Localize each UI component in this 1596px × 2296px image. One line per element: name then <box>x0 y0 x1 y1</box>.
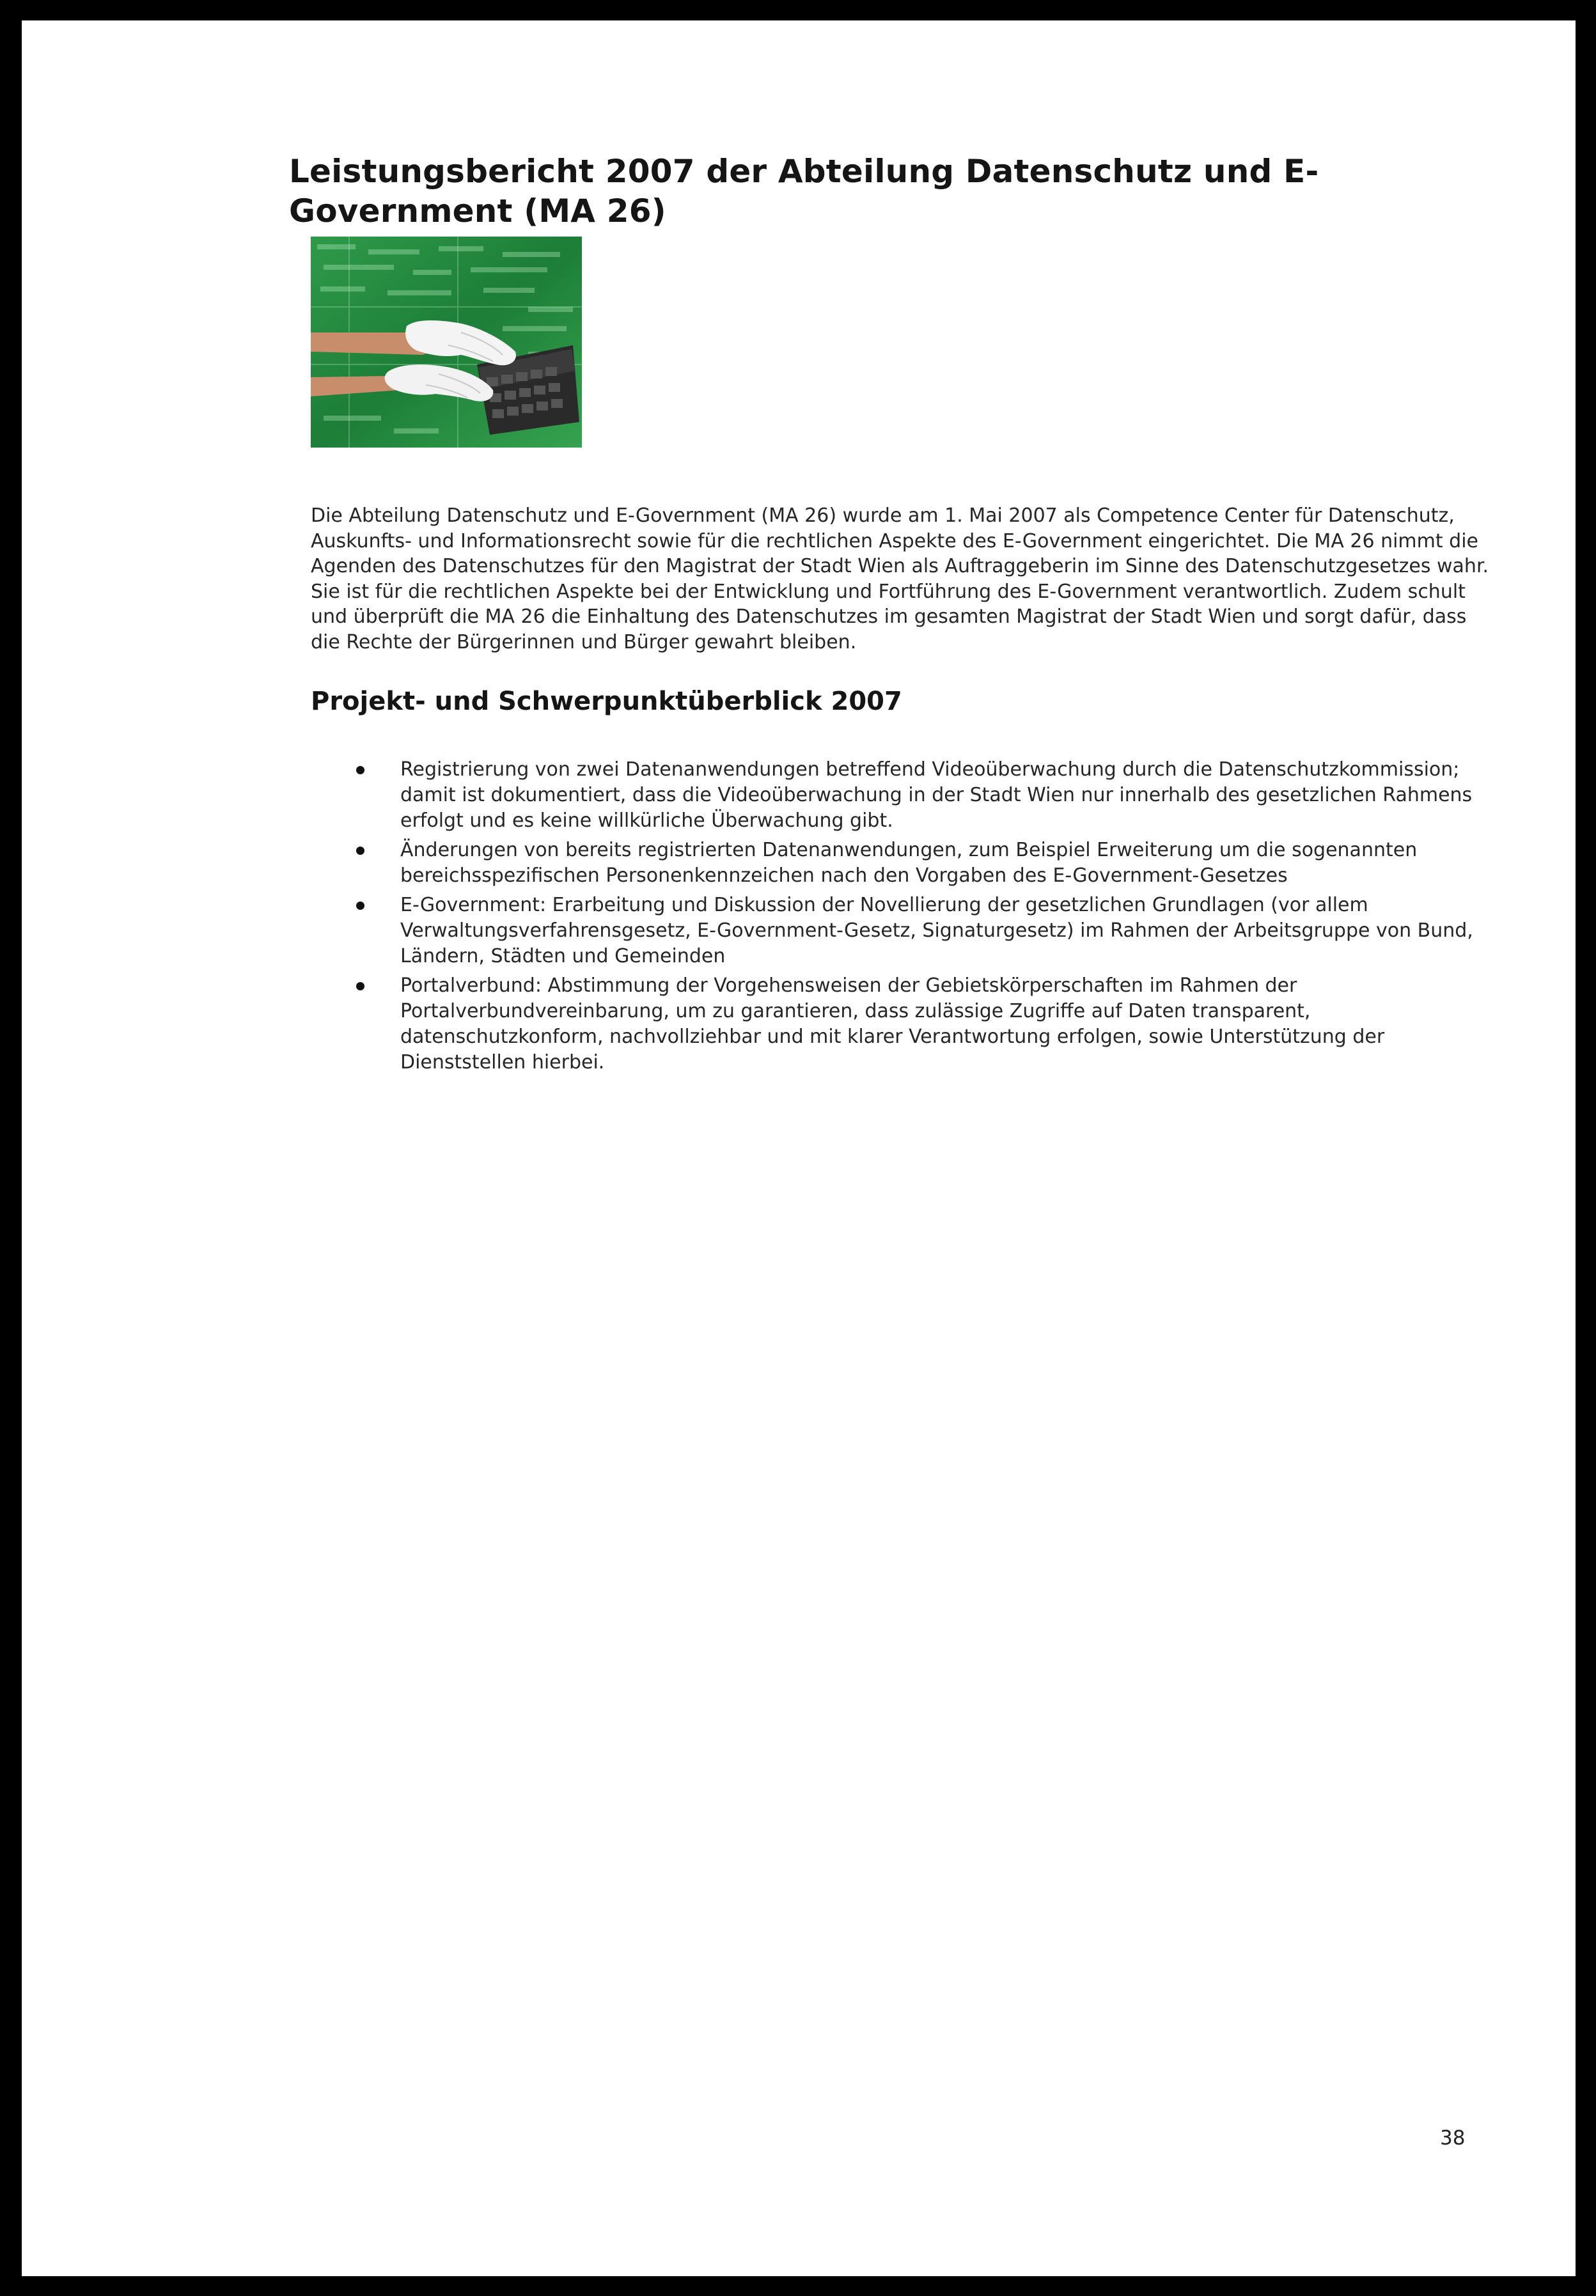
list-item-text: Registrierung von zwei Datenanwendungen betreffend Videoüberwachung durch die Datenschutzkommission; damit ist dokumentiert, dass die Videoüberwachung in der Stadt Wien nur innerhalb des gesetzlichen Rahmens erfolgt und es keine willkürliche Überwachung gibt. <box>400 758 1473 832</box>
bullet-icon <box>356 766 364 774</box>
bullet-icon <box>356 847 364 855</box>
page-title: Leistungsbericht 2007 der Abteilung Datenschutz und E-Government (MA 26) <box>289 153 1319 230</box>
bullet-list <box>311 757 1487 1079</box>
list-item-text: Portalverbund: Abstimmung der Vorgehensweisen der Gebietskörperschaften im Rahmen der Portalverbundvereinbarung, um zu garantieren, dass zulässige Zugriffe auf Daten transparent, datenschutzkonform, nachvollziehbar und mit klarer Verantwortung erfolgen, sowie Unterstützung der Dienststellen hierbei. <box>400 974 1385 1074</box>
document-page <box>22 20 1576 2276</box>
bullet-icon <box>356 902 364 910</box>
intro-paragraph: Die Abteilung Datenschutz und E-Government (MA 26) wurde am 1. Mai 2007 als Competence Center für Datenschutz, Auskunfts- und Informationsrecht sowie für die rechtlichen Aspekte des E-Government eingerichtet. Die MA 26 nimmt die Agenden des Datenschutzes für den Magistrat der Stadt Wien als Auftraggeberin im Sinne des Datenschutzgesetzes wahr. Sie ist für die rechtlichen Aspekte bei der Entwicklung und Fortführung des E-Government verantwortlich. Zudem schult und überprüft die MA 26 die Einhaltung des Datenschutzes im gesamten Magistrat der Stadt Wien und sorgt dafür, dass die Rechte der Bürgerinnen und Bürger gewahrt bleiben. <box>311 504 1489 653</box>
list-item <box>311 893 1487 969</box>
page-number: 38 <box>1440 2127 1466 2150</box>
list-item <box>311 757 1487 834</box>
list-item <box>311 838 1487 889</box>
gloved-hands-keyboard-photo <box>311 237 582 448</box>
list-item-text: Änderungen von bereits registrierten Datenanwendungen, zum Beispiel Erweiterung um die sogenannten bereichsspezifischen Personenkennzeichen nach den Vorgaben des E-Government-Gesetzes <box>400 839 1418 887</box>
section-heading: Projekt- und Schwerpunktüberblick 2007 <box>311 687 902 716</box>
bullet-icon <box>356 982 364 990</box>
list-item <box>311 973 1487 1075</box>
list-item-text: E-Government: Erarbeitung und Diskussion der Novellierung der gesetzlichen Grundlagen (vor allem Verwaltungsverfahrensgesetz, E-Government-Gesetz, Signaturgesetz) im Rahmen der Arbeitsgruppe von Bund, Ländern, Städten und Gemeinden <box>400 894 1473 967</box>
